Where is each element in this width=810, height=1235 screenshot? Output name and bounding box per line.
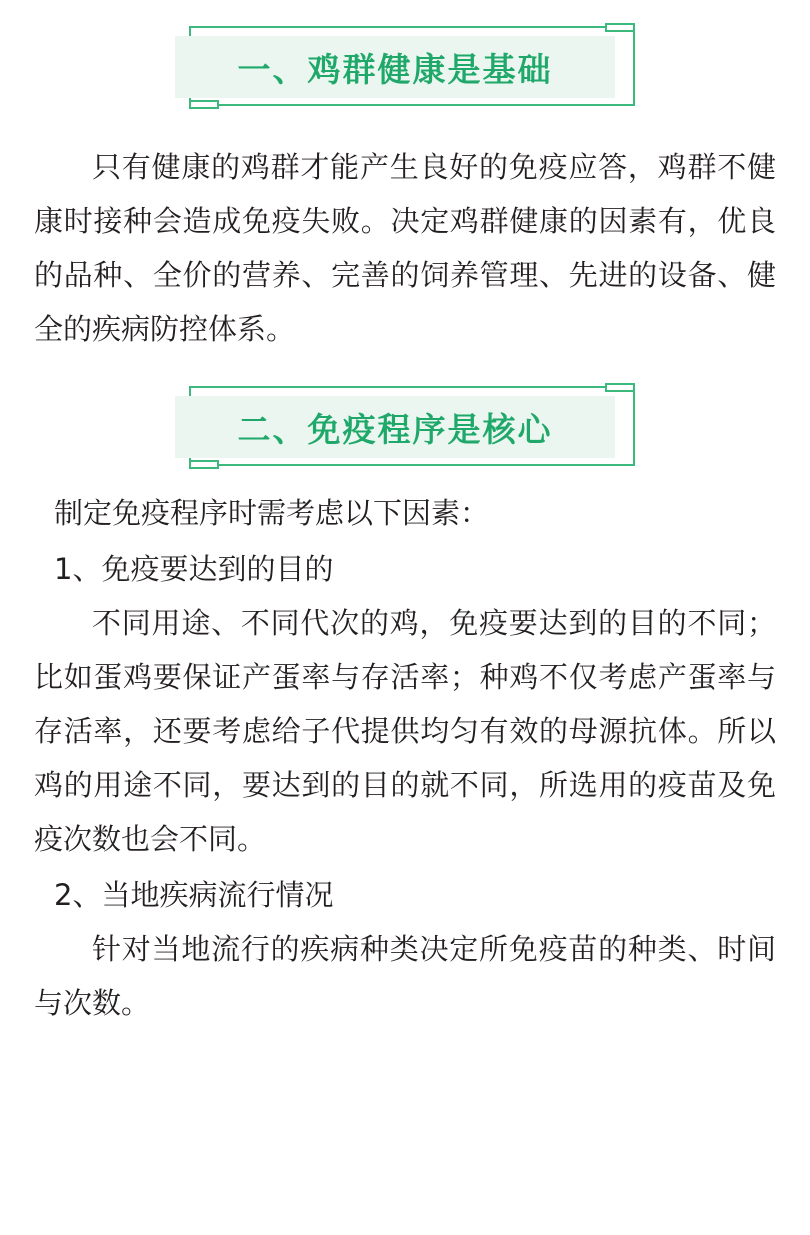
heading-outer-2 [175,382,635,470]
frame-notch-icon [189,100,219,109]
section-2-item-2-body: 针对当地流行的疾病种类决定所免疫苗的种类、时间与次数。 [34,932,776,1020]
section-2-item-1-title: 1、免疫要达到的目的 [54,552,334,586]
spacer [26,356,784,382]
heading-outer-1 [175,22,635,110]
top-spacer [26,0,784,22]
spacer [26,470,784,486]
section-1-paragraph: 只有健康的鸡群才能产生良好的免疫应答，鸡群不健康时接种会造成免疫失败。决定鸡群健康的因素有，优良的品种、全价的营养、完善的饲养管理、先进的设备、健全的疾病防控体系。 [34,150,776,346]
section-2-title: 二、免疫程序是核心 [237,409,553,449]
section-2-item-1-body: 不同用途、不同代次的鸡，免疫要达到的目的不同；比如蛋鸡要保证产蛋率与存活率；种鸡不仅考虑产蛋率与存活率，还要考虑给子代提供均匀有效的母源抗体。所以鸡的用途不同，要达到的目的就不同，所选用的疫苗及免疫次数也会不同。 [34,606,776,856]
section-heading-2 [175,382,635,470]
frame-notch-icon [189,460,219,469]
section-1-title: 一、鸡群健康是基础 [237,49,553,89]
section-2-item-2-title: 2、当地疾病流行情况 [54,878,334,912]
frame-notch-icon [605,383,635,392]
section-heading-1 [175,22,635,110]
section-2-lead: 制定免疫程序时需考虑以下因素： [54,496,490,530]
frame-notch-icon [605,23,635,32]
heading-box-1 [175,36,615,98]
heading-box-2 [175,396,615,458]
spacer [26,110,784,140]
